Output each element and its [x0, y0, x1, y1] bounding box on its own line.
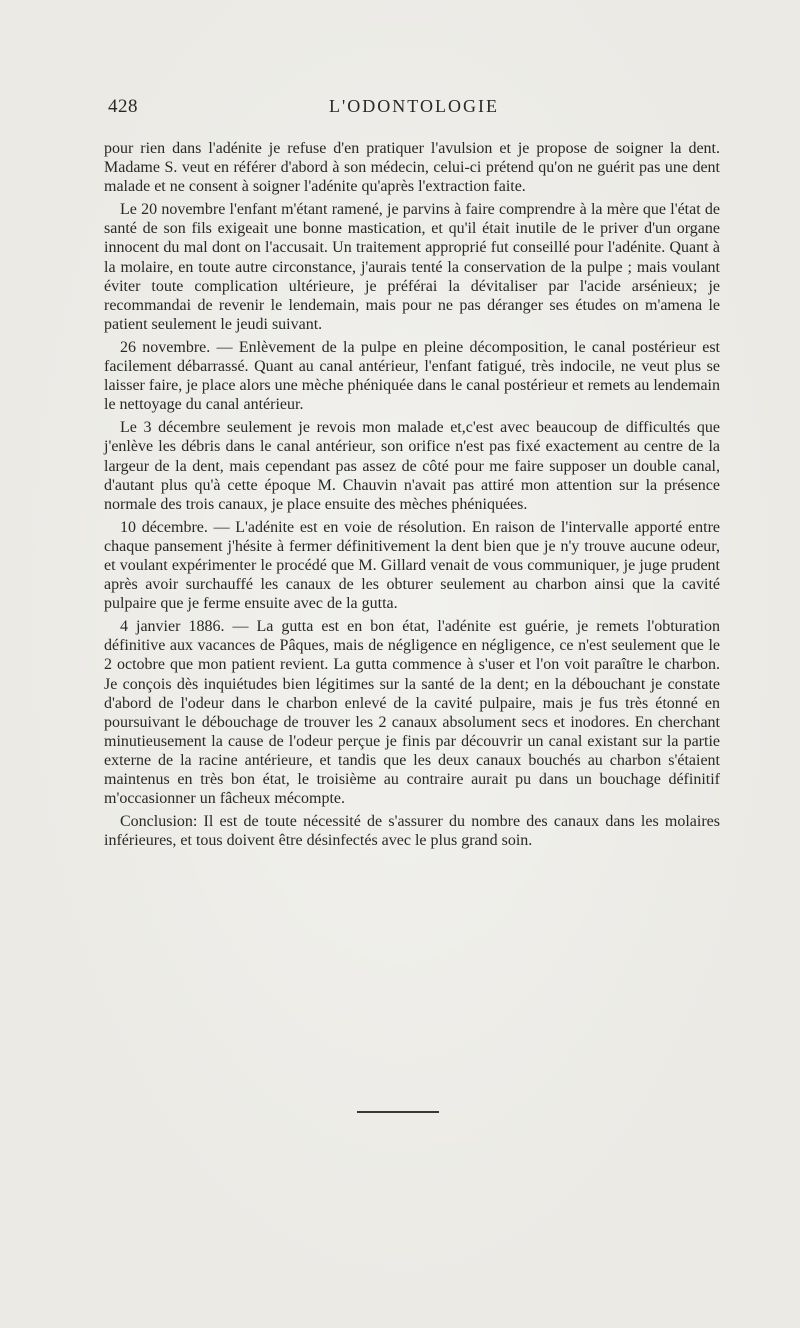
paragraph: pour rien dans l'adénite je refuse d'en pratiquer l'avulsion et je propose de soigner la dent. Madame S. veut en référer d'abord à son médecin, celui-ci prétend qu'on ne guérit pas une dent malade et ne consent à soigner l'adénite qu'après l'extraction faite.	[104, 140, 720, 196]
section-end-rule	[357, 1111, 439, 1113]
paragraph: Le 3 décembre seulement je revois mon malade et,c'est avec beaucoup de difficultés que j'enlève les débris dans le canal antérieur, son orifice n'est pas fixé exactement au centre de la largeur de la dent, mais cependant pas assez de côté pour me faire supposer un double canal, d'autant plus qu'à cette époque M. Chauvin n'avait pas attiré mon attention sur la présence normale des trois canaux, je place ensuite des mèches phéniquées.	[104, 419, 720, 513]
page-number: 428	[108, 96, 138, 117]
paragraph: 4 janvier 1886. — La gutta est en bon état, l'adénite est guérie, je remets l'obturation définitive aux vacances de Pâques, mais de négligence en négligence, ce n'est seulement que le 2 octobre que mon patient revient. La gutta commence à s'user et l'on voit paraître le charbon. Je conçois dès inquiétudes bien légitimes sur la santé de la dent; en la débouchant je constate d'abord de l'odeur dans le charbon enlevé de la cavité pulpaire, mais je fus très étonné en poursuivant le débouchage de trouver les 2 canaux absolument secs et inodores. En cherchant minutieusement la cause de l'odeur perçue je finis par découvrir un canal existant sur la partie externe de la racine antérieure, et tandis que les deux canaux bouchés au charbon s'étaient maintenus en très bon état, le troisième au contraire aurait pu dans un bouchage définitif m'occasionner un fâcheux mécompte.	[104, 618, 720, 808]
running-title: L'ODONTOLOGIE	[329, 96, 499, 116]
body-text	[104, 139, 720, 854]
paragraph: Conclusion: Il est de toute nécessité de s'assurer du nombre des canaux dans les molaires inférieures, et tous doivent être désinfectés avec le plus grand soin.	[104, 813, 720, 850]
paragraph: 10 décembre. — L'adénite est en voie de résolution. En raison de l'intervalle apporté entre chaque pansement j'hésite à fermer définitivement la dent bien que je n'y trouve aucune odeur, et voulant expérimenter le procédé que M. Gillard venait de vous communiquer, je juge prudent après avoir surchauffé les canaux de les obturer seulement au charbon ainsi que la cavité pulpaire que je ferme ensuite avec de la gutta.	[104, 518, 720, 613]
paragraph: Le 20 novembre l'enfant m'étant ramené, je parvins à faire comprendre à la mère que l'état de santé de son fils exigeait une bonne mastication, et qu'il était inutile de le priver d'un organe innocent du mal dont on l'accusait. Un traitement approprié fut conseillé pour l'adénite. Quant à la molaire, en toute autre circonstance, j'aurais tenté la conservation de la pulpe ; mais voulant éviter toute complication ultérieure, je préférai la dévitaliser par l'acide arsénieux; je recommandai de revenir le lendemain, mais pour ne pas déranger ses études on m'amena le patient seulement le jeudi suivant.	[104, 201, 720, 333]
page-header	[108, 96, 720, 124]
paragraph: 26 novembre. — Enlèvement de la pulpe en pleine décomposition, le canal postérieur est facilement débarrassé. Quant au canal antérieur, l'enfant fatigué, très indocile, ne veut plus se laisser faire, je place alors une mèche phéniquée dans le canal postérieur et remets au lendemain le nettoyage du canal antérieur.	[104, 338, 720, 414]
